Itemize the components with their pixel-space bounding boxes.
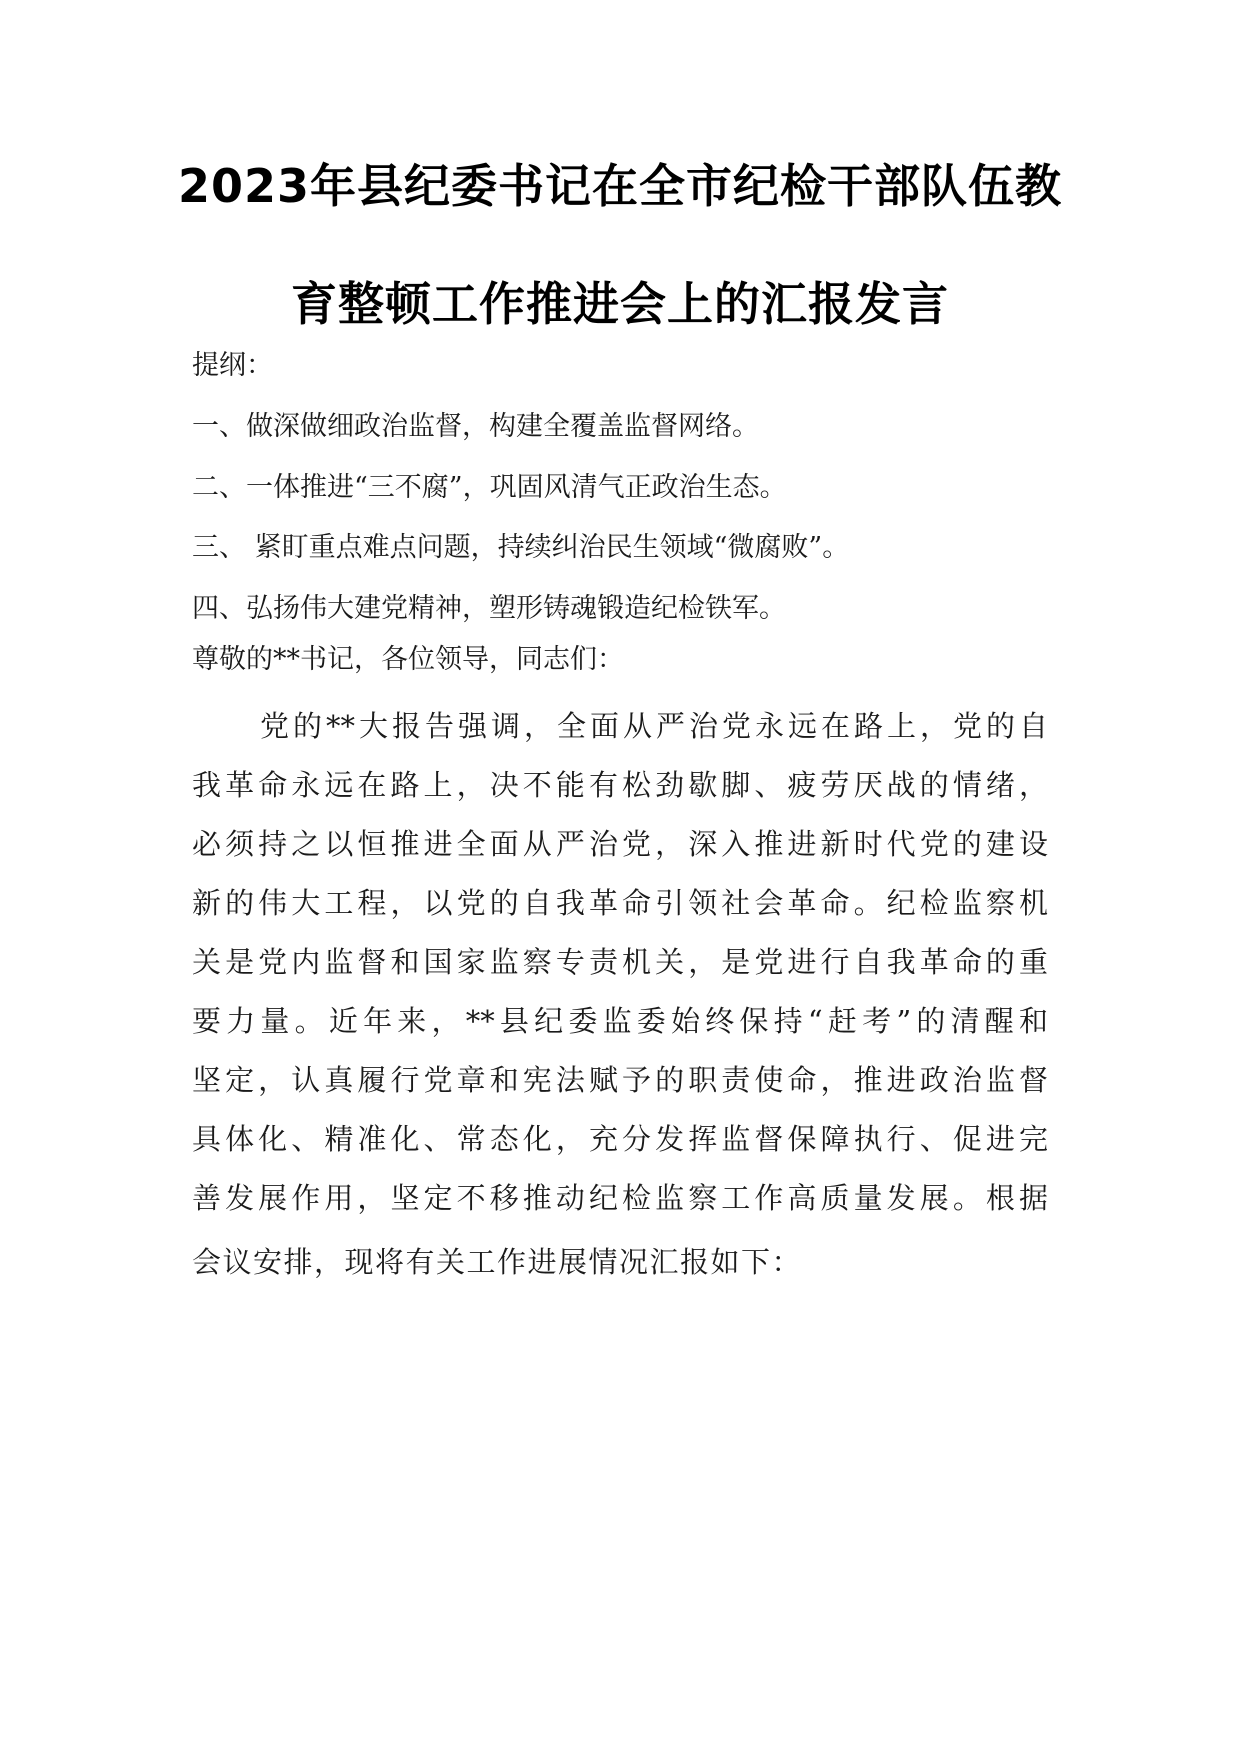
document-title-line-2: 育整顿工作推进会上的汇报发言 (291, 277, 949, 331)
body-paragraph-line: 善发展作用，坚定不移推动纪检监察工作高质量发展。根据 (192, 1181, 1048, 1215)
body-paragraph-line: 新的伟大工程，以党的自我革命引领社会革命。纪检监察机 (192, 886, 1048, 920)
body-paragraph-line: 必须持之以恒推进全面从严治党，深入推进新时代党的建设 (192, 827, 1048, 861)
document-title-line-1: 2023年县纪委书记在全市纪检干部队伍教 (177, 159, 1063, 213)
body-paragraph-line: 要力量。近年来，**县纪委监委始终保持“赶考”的清醒和 (192, 1004, 1048, 1038)
body-paragraph-line: 会议安排，现将有关工作进展情况汇报如下： (192, 1245, 803, 1279)
outline-item: 一、做深做细政治监督，构建全覆盖监督网络。 (192, 411, 759, 442)
body-paragraph-line: 党的**大报告强调，全面从严治党永远在路上，党的自 (260, 709, 1048, 743)
outline-item: 四、弘扬伟大建党精神，塑形铸魂锻造纪检铁军。 (192, 593, 786, 624)
body-paragraph-line: 坚定，认真履行党章和宪法赋予的职责使命，推进政治监督 (192, 1063, 1048, 1097)
body-paragraph-line: 我革命永远在路上，决不能有松劲歇脚、疲劳厌战的情绪， (192, 768, 1048, 802)
outline-item: 三、 紧盯重点难点问题，持续纠治民生领域“微腐败”。 (192, 532, 850, 563)
outline-label: 提纲： (192, 350, 273, 381)
body-paragraph-line: 具体化、精准化、常态化，充分发挥监督保障执行、促进完 (192, 1122, 1048, 1156)
outline-item: 二、一体推进“三不腐”，巩固风清气正政治生态。 (192, 472, 787, 503)
salutation: 尊敬的**书记，各位领导，同志们： (192, 644, 624, 675)
body-paragraph-line: 关是党内监督和国家监察专责机关，是党进行自我革命的重 (192, 945, 1048, 979)
